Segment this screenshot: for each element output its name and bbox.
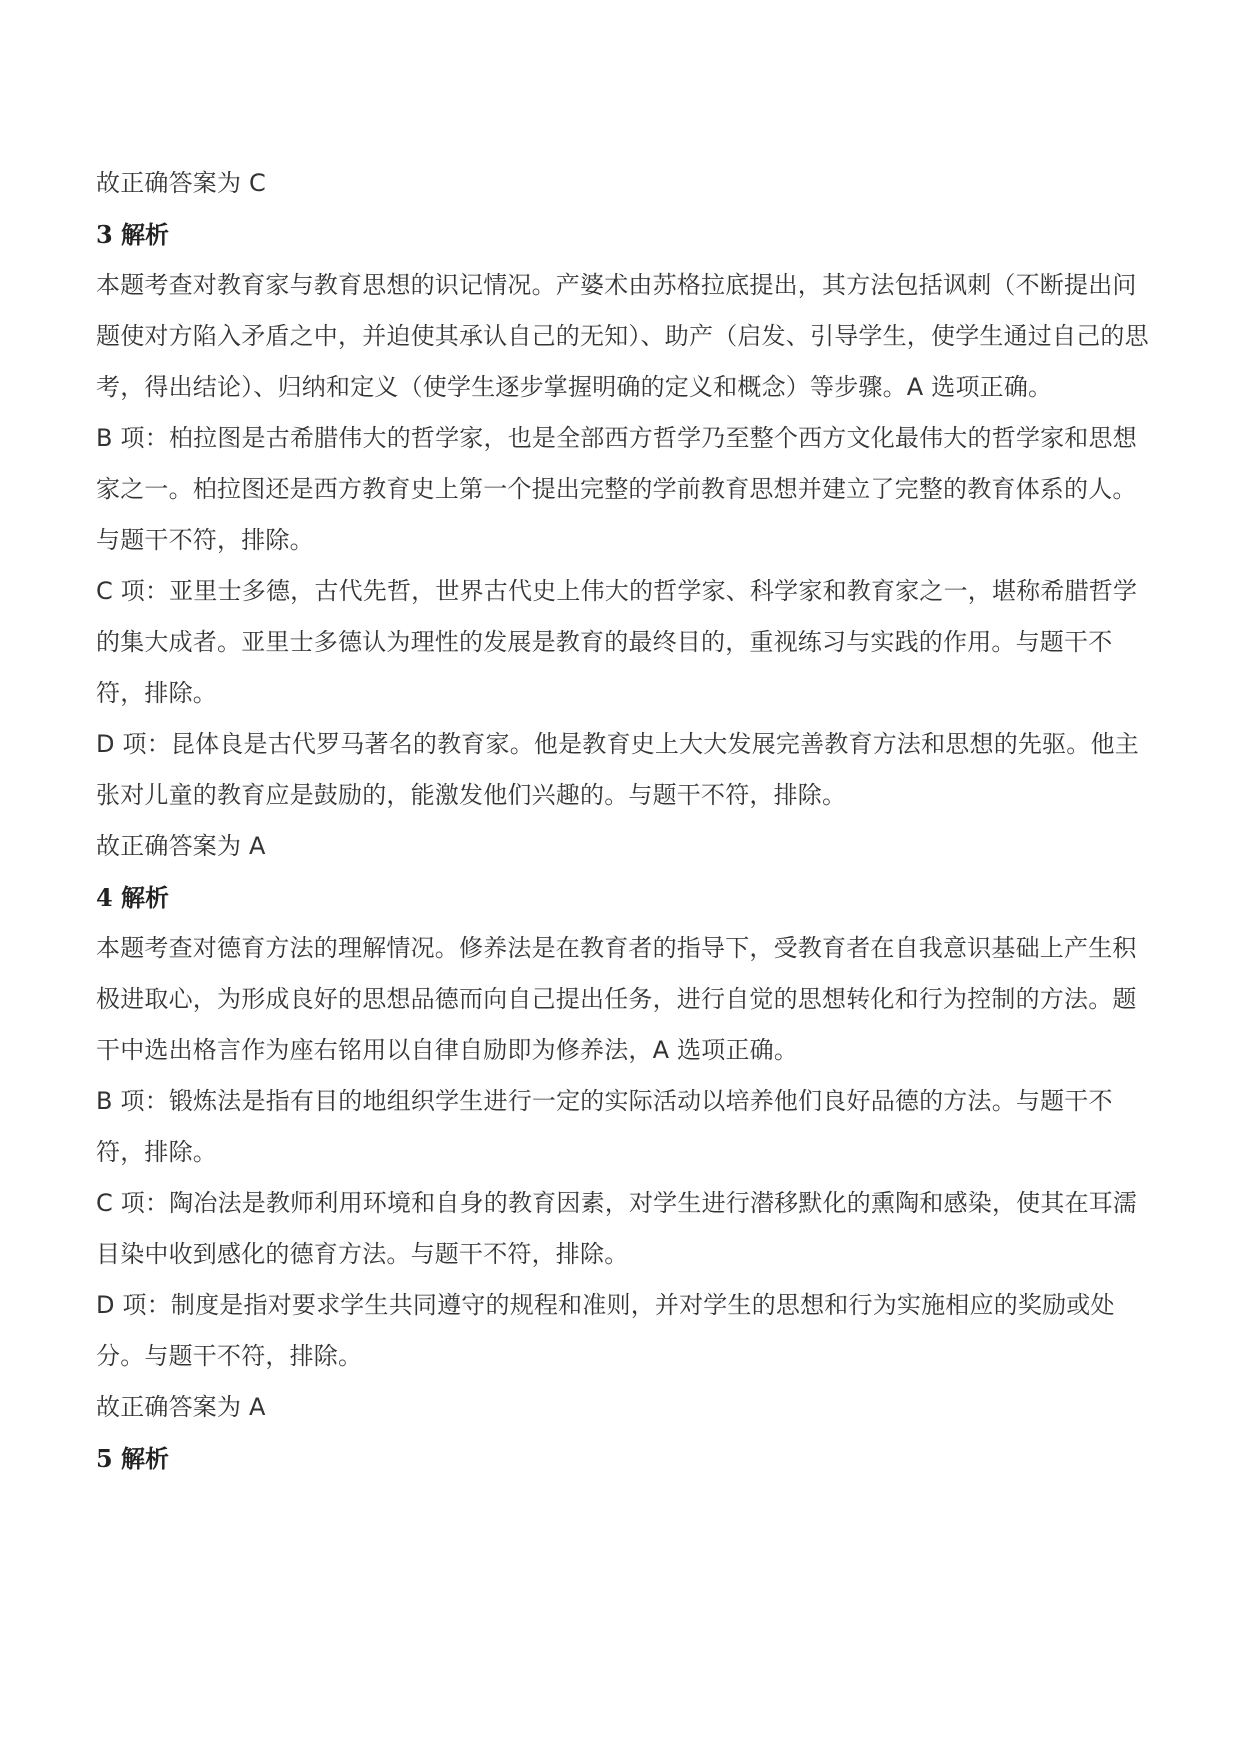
paragraph: C 项：陶冶法是教师利用环境和自身的教育因素，对学生进行潜移默化的熏陶和感染，使其在耳濡目染中收到感化的德育方法。与题干不符，排除。 bbox=[96, 1189, 1138, 1268]
paragraph: C 项：亚里士多德，古代先哲，世界古代史上伟大的哲学家、科学家和教育家之一，堪称希腊哲学的集大成者。亚里士多德认为理性的发展是教育的最终目的，重视练习与实践的作用。与题干不符，排除。 bbox=[96, 577, 1138, 707]
paragraph: B 项：锻炼法是指有目的地组织学生进行一定的实际活动以培养他们良好品德的方法。与题干不符，排除。 bbox=[96, 1087, 1113, 1166]
paragraph: 本题考查对德育方法的理解情况。修养法是在教育者的指导下，受教育者在自我意识基础上产生积极进取心，为形成良好的思想品德而向自己提出任务，进行自觉的思想转化和行为控制的方法。题干中选出格言作为座右铭用以自律自励即为修养法，A 选项正确。 bbox=[96, 934, 1137, 1064]
section-heading: 4 解析 bbox=[96, 883, 170, 912]
paragraph: 本题考查对教育家与教育思想的识记情况。产婆术由苏格拉底提出，其方法包括讽刺（不断提出问题使对方陷入矛盾之中，并迫使其承认自己的无知）、助产（启发、引导学生，使学生通过自己的思考，得出结论）、归纳和定义（使学生逐步掌握明确的定义和概念）等步骤。A 选项正确。 bbox=[96, 271, 1149, 401]
section-heading: 5 解析 bbox=[96, 1444, 170, 1473]
answer-line: 故正确答案为 C bbox=[96, 169, 266, 197]
answer-line: 故正确答案为 A bbox=[96, 832, 266, 860]
document-page bbox=[96, 158, 1150, 1484]
paragraph: D 项：制度是指对要求学生共同遵守的规程和准则，并对学生的思想和行为实施相应的奖励或处分。与题干不符，排除。 bbox=[96, 1291, 1115, 1370]
section-heading: 3 解析 bbox=[96, 220, 170, 249]
paragraph: D 项：昆体良是古代罗马著名的教育家。他是教育史上大大发展完善教育方法和思想的先驱。他主张对儿童的教育应是鼓励的，能激发他们兴趣的。与题干不符，排除。 bbox=[96, 730, 1139, 809]
paragraph: B 项：柏拉图是古希腊伟大的哲学家，也是全部西方哲学乃至整个西方文化最伟大的哲学家和思想家之一。柏拉图还是西方教育史上第一个提出完整的学前教育思想并建立了完整的教育体系的人。与题干不符，排除。 bbox=[96, 424, 1137, 554]
answer-line: 故正确答案为 A bbox=[96, 1393, 266, 1421]
